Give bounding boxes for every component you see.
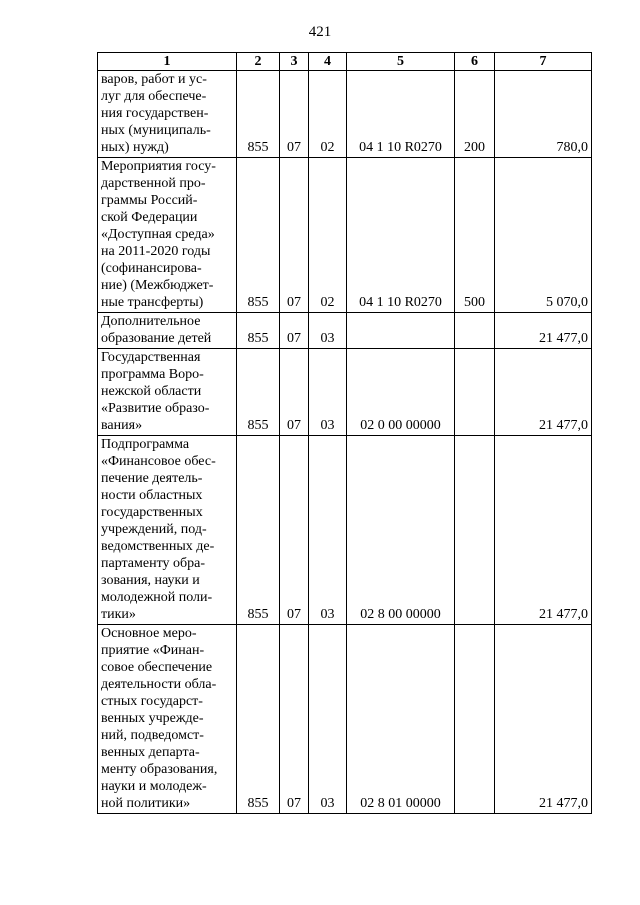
row-subsection: 02 xyxy=(309,158,347,313)
row-expense-type xyxy=(455,625,495,814)
row-name: Мероприятия госу- дарственной про- граммы Россий- ской Федерации «Доступная среда» на 2011-2020 годы (софинансирова- ние) (Межбюджет- ные трансферты) xyxy=(98,158,237,313)
row-section: 07 xyxy=(280,436,309,625)
row-target-code: 02 0 00 00000 xyxy=(347,349,455,436)
row-ministry-code: 855 xyxy=(237,625,280,814)
row-target-code: 04 1 10 R0270 xyxy=(347,71,455,158)
row-amount: 21 477,0 xyxy=(495,625,592,814)
table-row xyxy=(98,158,592,313)
header-col-6: 6 xyxy=(455,53,495,71)
row-expense-type xyxy=(455,436,495,625)
row-name: Дополнительное образование детей xyxy=(98,313,237,349)
row-subsection: 03 xyxy=(309,313,347,349)
header-col-5: 5 xyxy=(347,53,455,71)
table-row xyxy=(98,436,592,625)
budget-table xyxy=(97,52,592,814)
header-col-7: 7 xyxy=(495,53,592,71)
row-subsection: 02 xyxy=(309,71,347,158)
row-ministry-code: 855 xyxy=(237,71,280,158)
row-target-code: 02 8 01 00000 xyxy=(347,625,455,814)
row-target-code: 04 1 10 R0270 xyxy=(347,158,455,313)
header-col-4: 4 xyxy=(309,53,347,71)
row-section: 07 xyxy=(280,158,309,313)
row-amount: 21 477,0 xyxy=(495,349,592,436)
page-number: 421 xyxy=(308,24,332,40)
table-row xyxy=(98,625,592,814)
row-expense-type: 200 xyxy=(455,71,495,158)
row-expense-type xyxy=(455,349,495,436)
row-expense-type: 500 xyxy=(455,158,495,313)
row-amount: 5 070,0 xyxy=(495,158,592,313)
row-amount: 21 477,0 xyxy=(495,436,592,625)
row-subsection: 03 xyxy=(309,349,347,436)
header-col-2: 2 xyxy=(237,53,280,71)
row-name: Подпрограмма «Финансовое обес- печение деятель- ности областных государственных учреждений, под- ведомственных де- партаменту обра- зования, науки и молодежной поли- тики» xyxy=(98,436,237,625)
row-target-code xyxy=(347,313,455,349)
row-ministry-code: 855 xyxy=(237,349,280,436)
row-section: 07 xyxy=(280,625,309,814)
row-section: 07 xyxy=(280,313,309,349)
table-row xyxy=(98,349,592,436)
header-col-3: 3 xyxy=(280,53,309,71)
row-amount: 780,0 xyxy=(495,71,592,158)
row-target-code: 02 8 00 00000 xyxy=(347,436,455,625)
row-subsection: 03 xyxy=(309,625,347,814)
row-name: Основное меро- приятие «Финан- совое обеспечение деятельности обла- стных государст- венных учрежде- ний, подведомст- венных департа- менту образования, науки и молодеж- ной политики» xyxy=(98,625,237,814)
row-section: 07 xyxy=(280,71,309,158)
table-row xyxy=(98,71,592,158)
header-col-1: 1 xyxy=(98,53,237,71)
row-ministry-code: 855 xyxy=(237,313,280,349)
row-ministry-code: 855 xyxy=(237,158,280,313)
row-amount: 21 477,0 xyxy=(495,313,592,349)
row-name: варов, работ и ус- луг для обеспече- ния государствен- ных (муниципаль- ных) нужд) xyxy=(98,71,237,158)
row-section: 07 xyxy=(280,349,309,436)
header-row xyxy=(98,53,592,71)
row-name: Государственная программа Воро- нежской области «Развитие образо- вания» xyxy=(98,349,237,436)
row-expense-type xyxy=(455,313,495,349)
row-ministry-code: 855 xyxy=(237,436,280,625)
row-subsection: 03 xyxy=(309,436,347,625)
table-row xyxy=(98,313,592,349)
